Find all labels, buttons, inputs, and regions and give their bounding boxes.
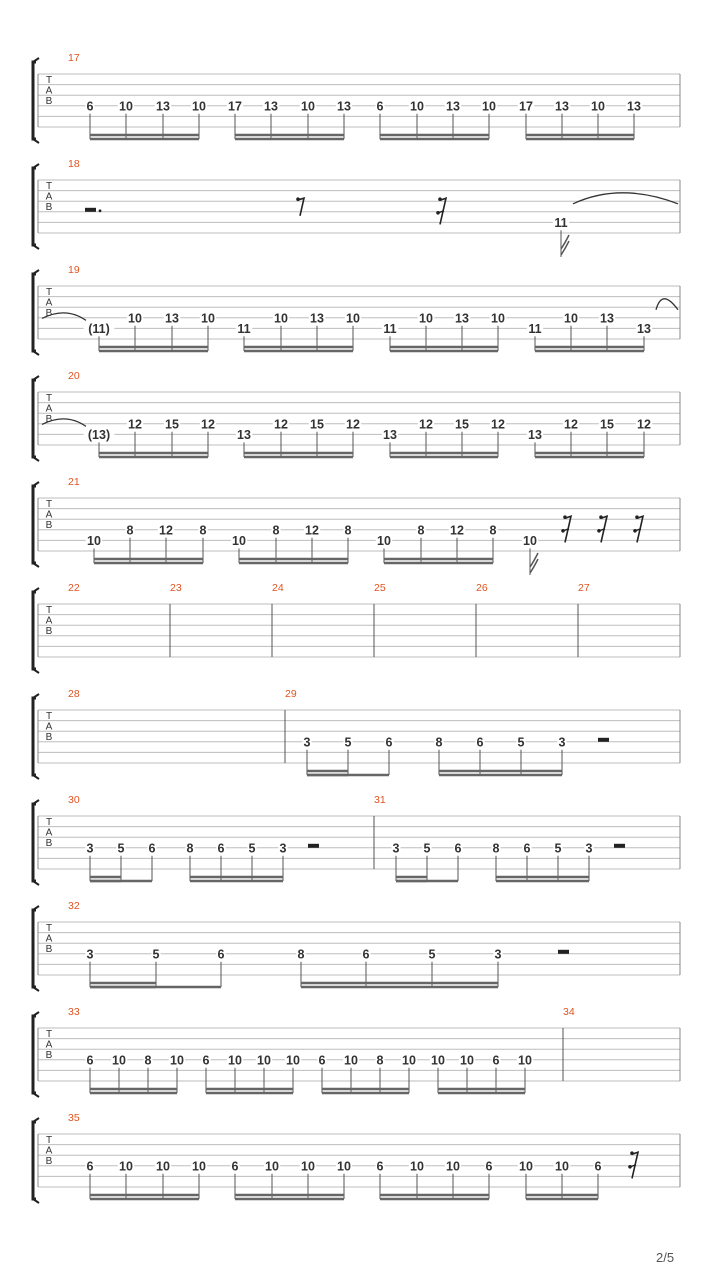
fret-number: 10 (301, 1159, 315, 1174)
tab-clef-letter: T (45, 75, 53, 86)
fret-number: 8 (344, 523, 352, 538)
fret-number: 12 (274, 417, 288, 432)
fret-number: 8 (199, 523, 207, 538)
measure-number: 29 (285, 688, 297, 700)
half-rest (85, 208, 96, 212)
fret-number: 13 (165, 311, 179, 326)
fret-number: 13 (627, 99, 641, 114)
fret-number: 3 (279, 841, 287, 856)
tab-clef-letter: B (45, 1156, 53, 1167)
fret-number: 5 (248, 841, 256, 856)
staff-system (33, 476, 680, 575)
fret-number: 8 (489, 523, 497, 538)
fret-number: 12 (564, 417, 578, 432)
fret-number: 12 (159, 523, 173, 538)
fret-number: 10 (128, 311, 142, 326)
tab-clef-letter: T (45, 605, 53, 616)
rest-dot (296, 197, 300, 201)
fret-number: 12 (201, 417, 215, 432)
staff-system (33, 794, 680, 885)
fret-number: 12 (305, 523, 319, 538)
measure-number: 30 (68, 794, 80, 806)
rest-dot (563, 515, 567, 519)
fret-number: 13 (237, 427, 251, 442)
fret-number: 10 (419, 311, 433, 326)
measure-number: 17 (68, 52, 80, 64)
tab-clef-letter: B (45, 308, 53, 319)
fret-number: 5 (554, 841, 562, 856)
fret-number: 12 (491, 417, 505, 432)
fret-number: 6 (523, 841, 531, 856)
fret-number: 10 (257, 1053, 271, 1068)
system-bracket (33, 168, 36, 245)
system-bracket (33, 486, 36, 563)
fret-number: 6 (148, 841, 156, 856)
tab-clef-letter: B (45, 732, 53, 743)
tab-clef-letter: B (45, 202, 53, 213)
tab-clef-letter: A (45, 827, 53, 839)
fret-number: 10 (265, 1159, 279, 1174)
fret-number: (13) (87, 427, 111, 442)
staff-system (33, 52, 680, 143)
fret-number: 8 (126, 523, 134, 538)
tie-arc (656, 299, 678, 310)
fret-number: 10 (519, 1159, 533, 1174)
fret-number: 13 (446, 99, 460, 114)
fret-number: 13 (337, 99, 351, 114)
fret-number: 10 (410, 1159, 424, 1174)
fret-number: 15 (455, 417, 469, 432)
tab-clef-letter: T (45, 711, 53, 722)
fret-number: 6 (454, 841, 462, 856)
fret-number: 13 (600, 311, 614, 326)
fret-number: 8 (186, 841, 194, 856)
page-number: 2/5 (656, 1250, 675, 1265)
measure-number: 19 (68, 264, 80, 276)
half-rest (598, 738, 609, 742)
fret-number: 10 (112, 1053, 126, 1068)
rest-dot (599, 515, 603, 519)
fret-number: 10 (301, 99, 315, 114)
measure-number: 26 (476, 582, 488, 594)
staff-system (33, 370, 680, 461)
fret-number: 6 (476, 735, 484, 750)
fret-number: 3 (392, 841, 400, 856)
fret-number: 12 (419, 417, 433, 432)
fret-number: 13 (637, 321, 651, 336)
fret-number: 10 (119, 1159, 133, 1174)
tab-clef-letter: T (45, 393, 53, 404)
fret-number: 10 (192, 99, 206, 114)
measure-number: 23 (170, 582, 182, 594)
tab-clef-letter: A (45, 297, 53, 309)
fret-number: 13 (156, 99, 170, 114)
fret-number: 3 (494, 947, 502, 962)
system-bracket (33, 698, 36, 775)
fret-number: 6 (86, 1159, 94, 1174)
fret-number: 3 (303, 735, 311, 750)
system-bracket (33, 1016, 36, 1093)
measure-number: 27 (578, 582, 590, 594)
tab-clef-letter: T (45, 1135, 53, 1146)
half-rest (558, 950, 569, 954)
tab-clef-letter: T (45, 287, 53, 298)
fret-number: 10 (377, 533, 391, 548)
fret-number: 10 (232, 533, 246, 548)
rest-dot (99, 209, 102, 212)
fret-number: 8 (272, 523, 280, 538)
system-bracket (33, 1122, 36, 1199)
measure-number: 33 (68, 1006, 80, 1018)
tab-clef-letter: T (45, 499, 53, 510)
fret-number: 8 (417, 523, 425, 538)
fret-number: 10 (119, 99, 133, 114)
fret-number: 5 (344, 735, 352, 750)
tab-clef-letter: A (45, 191, 53, 203)
tab-clef-letter: A (45, 1145, 53, 1157)
measure-number: 22 (68, 582, 80, 594)
fret-number: 8 (435, 735, 443, 750)
fret-number: 6 (231, 1159, 239, 1174)
fret-number: 17 (228, 99, 242, 114)
fret-number: 10 (518, 1053, 532, 1068)
fret-number: 3 (558, 735, 566, 750)
tab-clef-letter: T (45, 817, 53, 828)
fret-number: 13 (264, 99, 278, 114)
staff-system (33, 1112, 680, 1203)
measure-number: 20 (68, 370, 80, 382)
fret-number: 10 (87, 533, 101, 548)
fret-number: 8 (144, 1053, 152, 1068)
system-bracket (33, 804, 36, 881)
fret-number: 15 (165, 417, 179, 432)
measure-number: 32 (68, 900, 80, 912)
fret-number: 15 (600, 417, 614, 432)
tab-clef-letter: A (45, 933, 53, 945)
fret-number: 12 (637, 417, 651, 432)
staff-system (33, 900, 680, 991)
rest-dot (630, 1151, 634, 1155)
fret-number: 8 (297, 947, 305, 962)
fret-number: 10 (156, 1159, 170, 1174)
fret-number: 11 (528, 321, 542, 336)
fret-number: 6 (362, 947, 370, 962)
fret-number: 11 (383, 321, 397, 336)
note-flag (530, 553, 538, 573)
fret-number: (11) (88, 321, 110, 336)
fret-number: 17 (519, 99, 533, 114)
system-bracket (33, 62, 36, 139)
fret-number: 10 (431, 1053, 445, 1068)
fret-number: 11 (237, 321, 251, 336)
staff-system (33, 1006, 680, 1097)
tab-clef-letter: B (45, 944, 53, 955)
fret-number: 6 (485, 1159, 493, 1174)
fret-number: 6 (217, 841, 225, 856)
staff-system (33, 158, 680, 257)
system-bracket (33, 380, 36, 457)
fret-number: 6 (86, 1053, 94, 1068)
system-bracket (33, 274, 36, 351)
fret-number: 5 (423, 841, 431, 856)
fret-number: 5 (428, 947, 436, 962)
fret-number: 8 (492, 841, 500, 856)
fret-number: 10 (446, 1159, 460, 1174)
tab-clef-letter: A (45, 721, 53, 733)
fret-number: 10 (523, 533, 537, 548)
note-flag (561, 235, 569, 255)
measure-number: 31 (374, 794, 386, 806)
fret-number: 10 (410, 99, 424, 114)
staff-system (33, 688, 680, 779)
tab-clef-letter: B (45, 96, 53, 107)
fret-number: 10 (170, 1053, 184, 1068)
fret-number: 10 (564, 311, 578, 326)
fret-number: 10 (491, 311, 505, 326)
tab-clef-letter: B (45, 520, 53, 531)
tab-clef-letter: T (45, 181, 53, 192)
fret-number: 3 (585, 841, 593, 856)
fret-number: 3 (86, 947, 94, 962)
fret-number: 10 (228, 1053, 242, 1068)
tab-clef-letter: T (45, 1029, 53, 1040)
fret-number: 10 (344, 1053, 358, 1068)
measure-number: 24 (272, 582, 284, 594)
fret-number: 13 (528, 427, 542, 442)
measure-number: 28 (68, 688, 80, 700)
fret-number: 10 (482, 99, 496, 114)
staff-system (33, 582, 680, 673)
fret-number: 6 (86, 99, 94, 114)
fret-number: 6 (594, 1159, 602, 1174)
fret-number: 10 (402, 1053, 416, 1068)
fret-number: 6 (318, 1053, 326, 1068)
fret-number: 15 (310, 417, 324, 432)
fret-number: 10 (555, 1159, 569, 1174)
fret-number: 11 (554, 215, 568, 230)
measure-number: 18 (68, 158, 80, 170)
fret-number: 6 (376, 1159, 384, 1174)
half-rest (308, 844, 319, 848)
tab-clef-letter: B (45, 1050, 53, 1061)
tab-clef-letter: A (45, 403, 53, 415)
tab-clef-letter: B (45, 626, 53, 637)
tab-clef-letter: B (45, 838, 53, 849)
fret-number: 12 (128, 417, 142, 432)
fret-number: 10 (591, 99, 605, 114)
measure-number: 21 (68, 476, 80, 488)
fret-number: 6 (202, 1053, 210, 1068)
tab-clef-letter: A (45, 85, 53, 97)
tab-clef-letter: A (45, 509, 53, 521)
fret-number: 10 (201, 311, 215, 326)
fret-number: 8 (376, 1053, 384, 1068)
fret-number: 5 (152, 947, 160, 962)
tab-clef-letter: B (45, 414, 53, 425)
fret-number: 12 (450, 523, 464, 538)
fret-number: 10 (286, 1053, 300, 1068)
fret-number: 3 (86, 841, 94, 856)
fret-number: 5 (117, 841, 125, 856)
tie-arc (573, 193, 678, 204)
fret-number: 12 (346, 417, 360, 432)
fret-number: 10 (460, 1053, 474, 1068)
fret-number: 6 (385, 735, 393, 750)
fret-number: 13 (455, 311, 469, 326)
fret-number: 10 (192, 1159, 206, 1174)
tab-clef-letter: T (45, 923, 53, 934)
rest-dot (438, 197, 442, 201)
fret-number: 13 (555, 99, 569, 114)
fret-number: 13 (383, 427, 397, 442)
tab-clef-letter: A (45, 615, 53, 627)
tab-clef-letter: A (45, 1039, 53, 1051)
fret-number: 6 (376, 99, 384, 114)
fret-number: 10 (337, 1159, 351, 1174)
fret-number: 13 (310, 311, 324, 326)
system-bracket (33, 910, 36, 987)
measure-number: 25 (374, 582, 386, 594)
measure-number: 35 (68, 1112, 80, 1124)
staff-system (33, 264, 680, 355)
fret-number: 5 (517, 735, 525, 750)
fret-number: 10 (274, 311, 288, 326)
system-bracket (33, 592, 36, 669)
measure-number: 34 (563, 1006, 575, 1018)
fret-number: 10 (346, 311, 360, 326)
fret-number: 6 (492, 1053, 500, 1068)
fret-number: 6 (217, 947, 225, 962)
rest-dot (635, 515, 639, 519)
half-rest (614, 844, 625, 848)
